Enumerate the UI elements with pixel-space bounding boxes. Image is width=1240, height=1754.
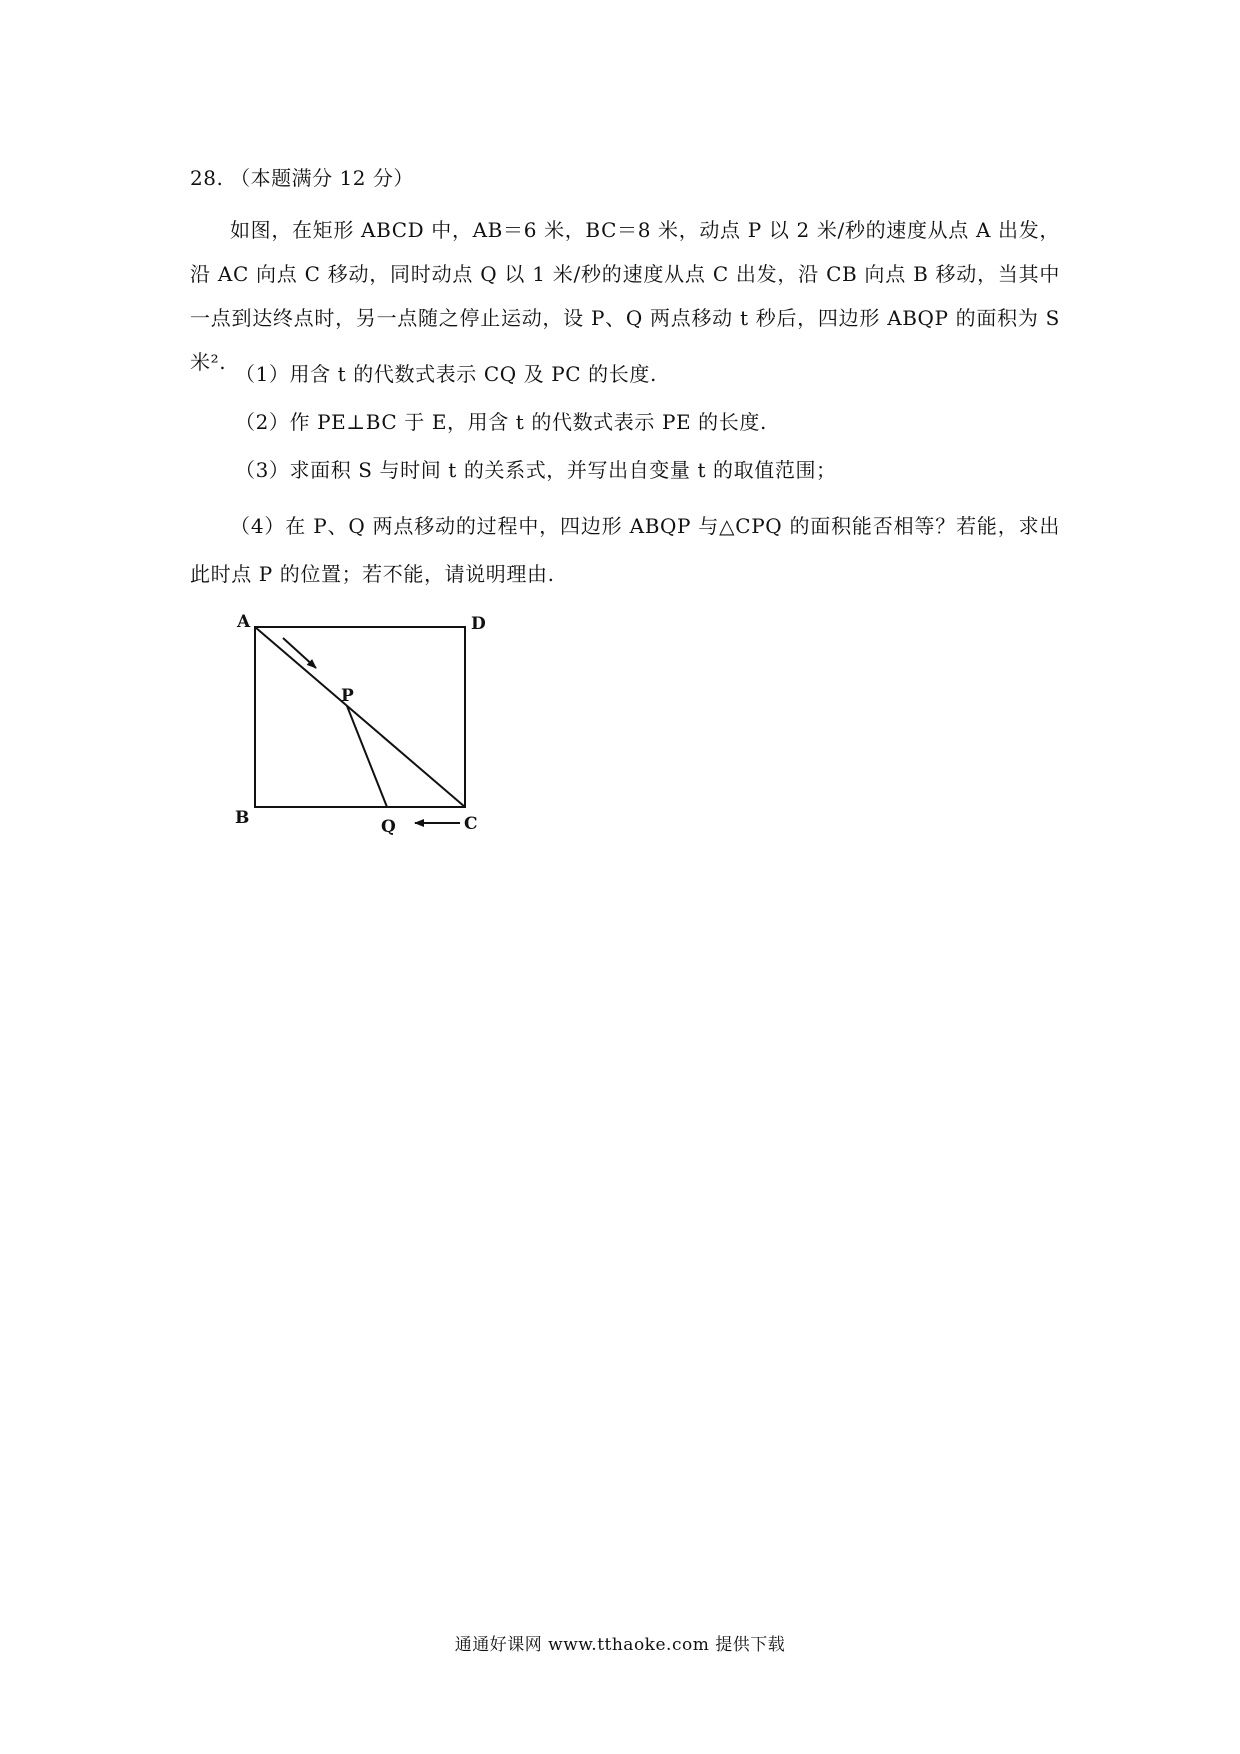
question-title: 28. （本题满分 12 分） [190,166,414,190]
subquestion-2: （2）作 PE⊥BC 于 E，用含 t 的代数式表示 PE 的长度. [235,410,767,434]
label-d: D [471,614,486,634]
rectangle-diagram [225,605,525,845]
label-q: Q [381,817,396,837]
diagonal-ac [255,627,465,807]
subquestion-4: （4）在 P、Q 两点移动的过程中，四边形 ABQP 与△CPQ 的面积能否相等？若能，求出此时点 P 的位置；若不能，请说明理由. [190,514,1060,586]
question-body: 如图，在矩形 ABCD 中，AB＝6 米，BC＝8 米，动点 P 以 2 米/秒的速度从点 A 出发，沿 AC 向点 C 移动，同时动点 Q 以 1 米/秒的速度从点 C 出发，沿 CB 向点 B 移动，当其中一点到达终点时，另一点随之停止运动，设 P、Q 两点移动 t 秒后，四边形 ABQP 的面积为 S 米². [190,218,1060,374]
label-c: C [464,814,478,834]
geometry-figure [225,605,525,845]
label-b: B [235,808,250,828]
page-footer: 通通好课网 www.tthaoke.com 提供下载 [454,1635,786,1655]
label-p: P [341,686,354,706]
subquestion-3: （3）求面积 S 与时间 t 的关系式，并写出自变量 t 的取值范围； [235,458,837,482]
arrow-p-direction [283,638,316,668]
segment-pq [347,706,387,807]
subquestion-1: （1）用含 t 的代数式表示 CQ 及 PC 的长度. [235,362,657,386]
label-a: A [237,612,251,632]
